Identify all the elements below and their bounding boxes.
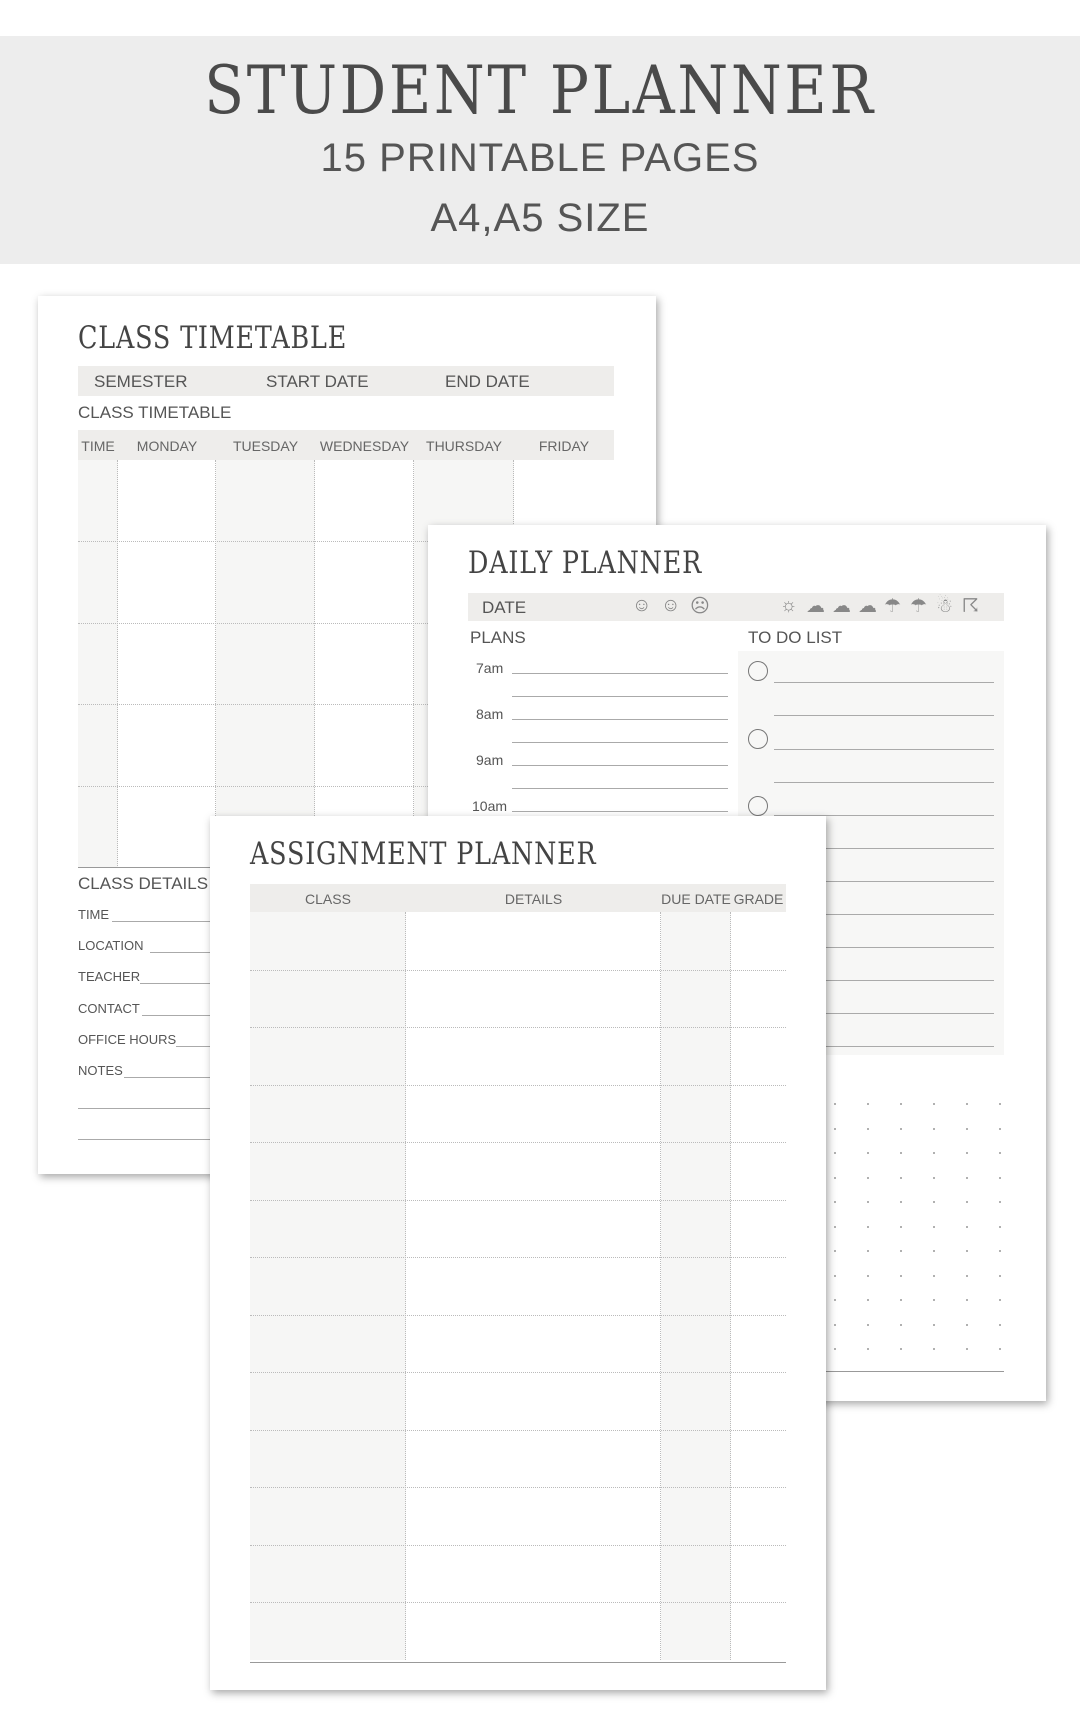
grid-dot (900, 1128, 902, 1130)
grid-column (78, 460, 118, 868)
grid-dot (867, 1348, 869, 1350)
sun-icon: ☼ (780, 595, 798, 616)
semester-bar (78, 366, 614, 396)
heavy-rain-cloud-icon: ☂ (910, 596, 928, 617)
end-date-label: END DATE (445, 372, 530, 391)
time-label-9am: 9am (476, 752, 504, 768)
todo-line (774, 782, 994, 783)
grid-dot (900, 1299, 902, 1301)
grid-dot (933, 1177, 935, 1179)
grid-dot (999, 1299, 1001, 1301)
grid-row-line (250, 1200, 786, 1201)
grid-dot (867, 1103, 869, 1105)
grid-dot (966, 1348, 968, 1350)
grid-dot (999, 1348, 1001, 1350)
plan-line (512, 673, 728, 674)
banner-size-label: A4,A5 SIZE (430, 196, 650, 240)
grid-dot (834, 1275, 836, 1277)
grid-dot (900, 1250, 902, 1252)
grid-dot (834, 1103, 836, 1105)
grid-dot (834, 1128, 836, 1130)
plan-line (512, 742, 728, 743)
grid-row-line (250, 1487, 786, 1488)
todo-checkbox[interactable] (748, 729, 768, 749)
column-header-due-date: DUE DATE (661, 891, 731, 907)
grid-row-line (250, 1545, 786, 1546)
class-details-title: CLASS DETAILS (78, 874, 209, 893)
grid-dot (966, 1177, 968, 1179)
grid-column (731, 912, 786, 1660)
detail-label-notes: NOTES (78, 1063, 123, 1078)
time-label-7am: 7am (476, 660, 504, 676)
detail-label-office-hours: OFFICE HOURS (78, 1032, 177, 1047)
grid-dot (999, 1201, 1001, 1203)
grid-dot (999, 1152, 1001, 1154)
todo-line (774, 715, 994, 716)
grid-dot (966, 1324, 968, 1326)
grid-dot (933, 1103, 935, 1105)
detail-label-location: LOCATION (78, 938, 144, 953)
grid-dot (966, 1152, 968, 1154)
column-header-wednesday: WEDNESDAY (319, 438, 410, 454)
plan-line (512, 765, 728, 766)
todo-line (774, 749, 994, 750)
grid-dot (867, 1275, 869, 1277)
partly-cloudy-icon: ☁ (806, 596, 825, 617)
grid-row-line (250, 1315, 786, 1316)
time-label-10am: 10am (472, 798, 508, 814)
grid-dot (867, 1128, 869, 1130)
grid-dot (966, 1275, 968, 1277)
windy-cloud-icon: ☁ (858, 596, 877, 617)
grid-column (661, 912, 731, 1660)
column-header-details: DETAILS (504, 891, 563, 907)
banner-subtitle: 15 PRINTABLE PAGES (320, 136, 760, 180)
grid-dot (867, 1226, 869, 1228)
grid-dot (834, 1152, 836, 1154)
column-header-friday: FRIDAY (538, 438, 590, 454)
grid-dot (900, 1275, 902, 1277)
grid-dot (834, 1250, 836, 1252)
grid-column (118, 460, 216, 868)
grid-row-line (250, 1430, 786, 1431)
neutral-face-icon: ☺ (661, 595, 681, 616)
grid-dot (867, 1250, 869, 1252)
grid-dot (900, 1348, 902, 1350)
timetable-header (78, 430, 614, 460)
grid-dot (999, 1250, 1001, 1252)
grid-dot (900, 1201, 902, 1203)
plan-line (512, 788, 728, 789)
column-header-thursday: THURSDAY (426, 438, 502, 454)
grid-dot (966, 1103, 968, 1105)
todo-checkbox[interactable] (748, 661, 768, 681)
notes-line (78, 1108, 232, 1109)
date-label: DATE (482, 598, 527, 617)
grid-dot (900, 1152, 902, 1154)
todo-checkbox[interactable] (748, 796, 768, 816)
detail-label-time: TIME (78, 907, 110, 922)
grid-dot (999, 1128, 1001, 1130)
grid-row-line (250, 1602, 786, 1603)
grid-dot (933, 1299, 935, 1301)
column-header-grade: GRADE (733, 891, 784, 907)
page-title: DAILY PLANNER (468, 545, 703, 581)
assignment-planner-page (210, 816, 826, 1690)
column-header-class: CLASS (305, 891, 351, 907)
grid-dot (867, 1324, 869, 1326)
banner-title: STUDENT PLANNER (204, 52, 876, 129)
grid-dot (834, 1324, 836, 1326)
grid-dot (966, 1201, 968, 1203)
detail-label-teacher: TEACHER (78, 969, 141, 984)
plan-line (512, 696, 728, 697)
grid-dot (900, 1324, 902, 1326)
plan-line (512, 719, 728, 720)
grid-dot (834, 1177, 836, 1179)
grid-row-line (250, 1372, 786, 1373)
notes-line (78, 1139, 232, 1140)
cloud-icon: ☁ (832, 596, 851, 617)
grid-dot (999, 1103, 1001, 1105)
column-header-time: TIME (81, 438, 115, 454)
grid-column (406, 912, 661, 1660)
grid-dot (933, 1128, 935, 1130)
assignment-header (250, 884, 786, 912)
grid-dot (999, 1177, 1001, 1179)
grid-dot (867, 1299, 869, 1301)
page-title: CLASS TIMETABLE (78, 320, 348, 356)
grid-column (315, 460, 414, 868)
sad-face-icon: ☹ (690, 596, 710, 617)
section-label: CLASS TIMETABLE (78, 403, 232, 422)
grid-row-line (250, 1257, 786, 1258)
grid-dot (900, 1177, 902, 1179)
column-header-tuesday: TUESDAY (232, 438, 299, 454)
plans-label: PLANS (470, 628, 526, 647)
grid-dot (933, 1226, 935, 1228)
grid-dot (966, 1299, 968, 1301)
grid-row-line (250, 970, 786, 971)
grid-dot (867, 1201, 869, 1203)
grid-dot (900, 1226, 902, 1228)
grid-dot (867, 1152, 869, 1154)
column-header-monday: MONDAY (136, 438, 198, 454)
detail-label-contact: CONTACT (78, 1001, 140, 1016)
grid-dot (834, 1226, 836, 1228)
grid-dot (933, 1201, 935, 1203)
grid-dot (999, 1324, 1001, 1326)
grid-dot (933, 1152, 935, 1154)
grid-dot (834, 1348, 836, 1350)
grid-dot (933, 1250, 935, 1252)
assignment-bottom-line (250, 1662, 786, 1663)
assignment-grid (250, 912, 786, 1660)
grid-dot (933, 1324, 935, 1326)
todo-line (774, 682, 994, 683)
semester-label: SEMESTER (94, 372, 188, 391)
grid-column (216, 460, 315, 868)
grid-dot (966, 1226, 968, 1228)
grid-dot (933, 1275, 935, 1277)
date-bar (468, 593, 1004, 621)
grid-dot (966, 1128, 968, 1130)
start-date-label: START DATE (266, 372, 369, 391)
storm-cloud-icon: ☈ (962, 596, 980, 617)
happy-face-icon: ☺ (632, 595, 652, 616)
rain-cloud-icon: ☂ (884, 596, 902, 617)
snow-cloud-icon: ☃ (936, 596, 954, 617)
plan-line (512, 811, 728, 812)
header-banner (0, 36, 1080, 264)
grid-row-line (250, 1085, 786, 1086)
page-title: ASSIGNMENT PLANNER (250, 836, 597, 872)
grid-column (250, 912, 406, 1660)
grid-dot (999, 1226, 1001, 1228)
grid-dot (999, 1275, 1001, 1277)
time-label-8am: 8am (476, 706, 504, 722)
grid-dot (900, 1103, 902, 1105)
grid-row-line (250, 1142, 786, 1143)
grid-dot (834, 1299, 836, 1301)
grid-dot (966, 1250, 968, 1252)
todo-label: TO DO LIST (748, 628, 843, 647)
grid-dot (867, 1177, 869, 1179)
grid-dot (933, 1348, 935, 1350)
grid-dot (834, 1201, 836, 1203)
grid-row-line (250, 1027, 786, 1028)
